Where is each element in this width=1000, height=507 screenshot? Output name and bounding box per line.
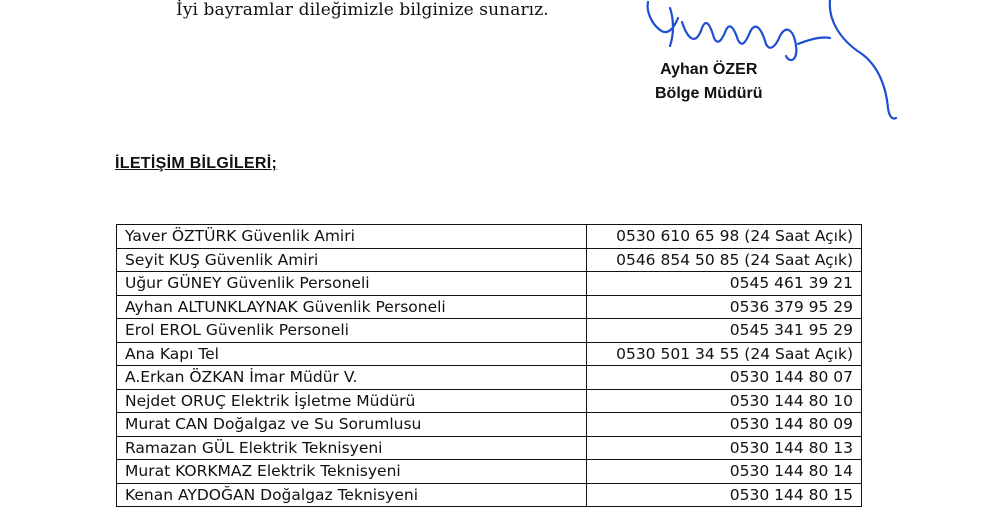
table-row [117, 295, 862, 319]
contact-phone: 0530 144 80 15 [587, 483, 862, 507]
contact-phone: 0530 144 80 13 [587, 436, 862, 460]
table-row [117, 436, 862, 460]
contact-name: Nejdet ORUÇ Elektrik İşletme Müdürü [117, 389, 587, 413]
contact-phone: 0530 144 80 07 [587, 366, 862, 390]
closing-line: İyi bayramlar dileğimizle bilginize sunarız. [176, 0, 549, 20]
contact-name: Ana Kapı Tel [117, 342, 587, 366]
contact-name: Murat CAN Doğalgaz ve Su Sorumlusu [117, 413, 587, 437]
contact-name: Seyit KUŞ Güvenlik Amiri [117, 248, 587, 272]
contacts-heading: İLETİŞİM BİLGİLERİ; [115, 155, 278, 172]
table-row [117, 319, 862, 343]
table-row [117, 366, 862, 390]
contact-phone: 0546 854 50 85 (24 Saat Açık) [587, 248, 862, 272]
signatory-title: Bölge Müdürü [655, 85, 763, 102]
contact-phone: 0530 144 80 10 [587, 389, 862, 413]
table-row [117, 248, 862, 272]
table-row [117, 389, 862, 413]
contact-phone: 0530 610 65 98 (24 Saat Açık) [587, 225, 862, 249]
contact-name: Murat KORKMAZ Elektrik Teknisyeni [117, 460, 587, 484]
contact-name: Kenan AYDOĞAN Doğalgaz Teknisyeni [117, 483, 587, 507]
contact-name: Ayhan ALTUNKLAYNAK Güvenlik Personeli [117, 295, 587, 319]
table-row [117, 460, 862, 484]
contact-phone: 0530 144 80 14 [587, 460, 862, 484]
contact-phone: 0545 461 39 21 [587, 272, 862, 296]
contacts-table [116, 224, 862, 507]
contact-phone: 0545 341 95 29 [587, 319, 862, 343]
contact-name: Erol EROL Güvenlik Personeli [117, 319, 587, 343]
table-row [117, 413, 862, 437]
table-row [117, 483, 862, 507]
contact-name: Ramazan GÜL Elektrik Teknisyeni [117, 436, 587, 460]
contact-phone: 0530 144 80 09 [587, 413, 862, 437]
contact-name: A.Erkan ÖZKAN İmar Müdür V. [117, 366, 587, 390]
contact-name: Yaver ÖZTÜRK Güvenlik Amiri [117, 225, 587, 249]
table-row [117, 225, 862, 249]
contact-phone: 0536 379 95 29 [587, 295, 862, 319]
table-row [117, 342, 862, 366]
contact-phone: 0530 501 34 55 (24 Saat Açık) [587, 342, 862, 366]
signatory-name: Ayhan ÖZER [660, 61, 758, 78]
signatory-block [655, 58, 763, 106]
contact-name: Uğur GÜNEY Güvenlik Personeli [117, 272, 587, 296]
table-row [117, 272, 862, 296]
